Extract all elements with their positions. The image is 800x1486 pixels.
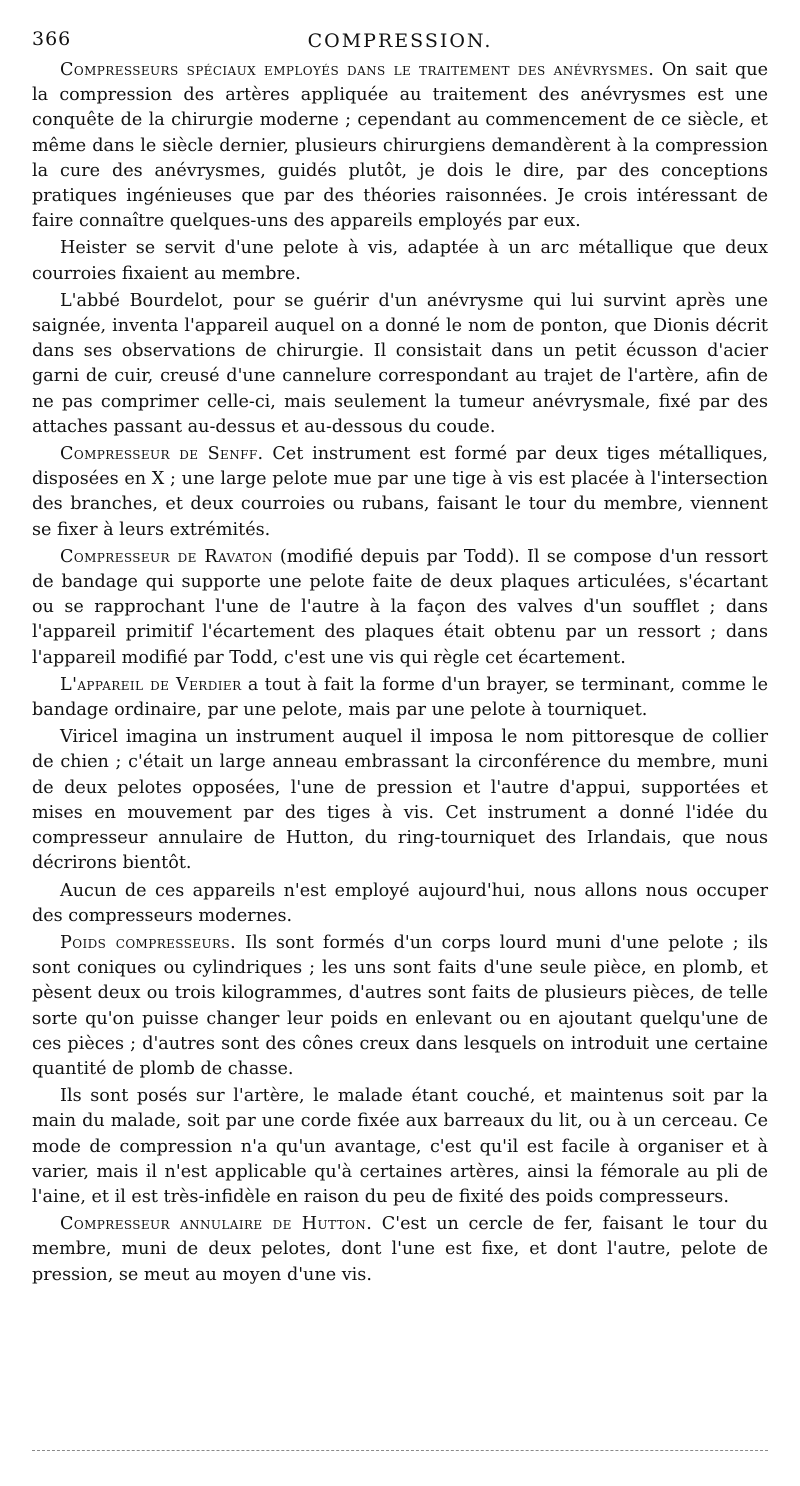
page-number: 366 xyxy=(32,28,72,50)
page-header xyxy=(32,22,768,58)
paragraph-modern xyxy=(32,879,768,929)
paragraph-bourdelot xyxy=(32,289,768,440)
book-page xyxy=(32,22,768,1290)
footer-rule xyxy=(32,1450,768,1451)
body-text xyxy=(32,58,768,1288)
paragraph-text: C'est un cercle de fer, faisant le tour du membre, muni de deux pelotes, dont l'une est fixe, et dont l'autre, pelote de pression, se meut au moyen d'une vis. xyxy=(32,1214,768,1285)
paragraph-heister xyxy=(32,236,768,286)
paragraph-weights xyxy=(32,931,768,1082)
section-heading: Compresseur de Ravaton xyxy=(60,546,273,567)
paragraph-text: (modifié depuis par Todd). Il se compose d'un ressort de bandage qui supporte une pelote faite de deux plaques articulées, s'écartant ou se rapprochant l'une de l'autre à la façon des valves d'un soufflet ; dans l'appareil primitif l'écartement des plaques était obtenu par un ressort ; dans l'appareil modifié par Todd, c'est une vis qui règle cet écartement. xyxy=(32,546,768,668)
section-heading: Poids compresseurs. xyxy=(60,932,237,953)
paragraph-text: On sait que la compression des artères appliquée au traitement des anévrysmes est une conquête de la chirurgie moderne ; cependant au commencement de ce siècle, et même dans le siècle dernier, plusieurs chirurgiens demandèrent à la compression la cure des anévrysmes, guidés plutôt, je dois le dire, par des conceptions pratiques ingénieuses que par des théories raisonnées. Je crois intéressant de faire connaître quelques-uns des appareils employés par eux. xyxy=(32,60,768,232)
section-heading: L'appareil de Verdier xyxy=(60,674,242,695)
paragraph-ravaton xyxy=(32,545,768,671)
section-heading: Compresseurs spéciaux employés dans le traitement des anévrysmes. xyxy=(60,60,655,80)
paragraph-text: Cet instrument est formé par deux tiges métalliques, disposées en X ; une large pelote mue par une tige à vis est placée à l'intersection des branches, et deux courroies ou rubans, faisant le tour du membre, viennent se fixer à leurs extrémités. xyxy=(32,444,768,540)
paragraph-text: a tout à fait la forme d'un brayer, se terminant, comme le bandage ordinaire, par une pelote, mais par une pelote à tourniquet. xyxy=(32,674,769,721)
paragraph-weights-usage xyxy=(32,1084,768,1210)
paragraph-hutton xyxy=(32,1212,768,1288)
paragraph-text: Viricel imagina un instrument auquel il imposa le nom pittoresque de collier de chien ; c'était un large anneau embrassant la circonférence du membre, muni de deux pelotes opposées, l'une de pression et l'autre d'appui, supportées et mises en mouvement par des tiges à vis. Cet instrument a donné l'idée du compresseur annulaire de Hutton, du ring-tourniquet des Irlandais, que nous décrirons bientôt. xyxy=(32,727,768,874)
paragraph-text: Ils sont posés sur l'artère, le malade étant couché, et maintenus soit par la main du malade, soit par une corde fixée aux barreaux du lit, ou à un cerceau. Ce mode de compression n'a qu'un avantage, c'est qu'il est facile à organiser et à varier, mais il n'est applicable qu'à certaines artères, ainsi la fémorale au pli de l'aine, et il est très-infidèle en raison du peu de fixité des poids compresseurs. xyxy=(32,1086,768,1207)
paragraph-viricel xyxy=(32,725,768,876)
paragraph-text: Heister se servit d'une pelote à vis, adaptée à un arc métallique que deux courroies fixaient au membre. xyxy=(32,238,768,284)
running-head: COMPRESSION. xyxy=(307,30,493,52)
section-heading: Compresseur annulaire de Hutton. xyxy=(60,1214,373,1235)
paragraph-verdier xyxy=(32,673,768,723)
paragraph-text: Ils sont formés d'un corps lourd muni d'une pelote ; ils sont coniques ou cylindriques ; les uns sont faits d'une seule pièce, en plomb, et pèsent deux ou trois kilogrammes, d'autres sont faits de plusieurs pièces, de telle sorte qu'on puisse changer leur poids en enlevant ou en ajoutant quelqu'une de ces pièces ; d'autres sont des cônes creux dans lesquels on introduit une certaine quantité de plomb de chasse. xyxy=(32,932,768,1079)
paragraph-text: L'abbé Bourdelot, pour se guérir d'un anévrysme qui lui survint après une saignée, inventa l'appareil auquel on a donné le nom de ponton, que Dionis décrit dans ses observations de chirurgie. Il consistait dans un petit écusson d'acier garni de cuir, creusé d'une cannelure correspondant au trajet de l'artère, afin de ne pas comprimer celle-ci, mais seulement la tumeur anévrysmale, fixé par des attaches passant au-dessus et au-dessous du coude. xyxy=(32,290,768,437)
paragraph-special-compressors xyxy=(32,58,768,234)
paragraph-text: Aucun de ces appareils n'est employé aujourd'hui, nous allons nous occuper des compresseurs modernes. xyxy=(32,880,768,926)
paragraph-senff xyxy=(32,442,768,543)
section-heading: Compresseur de Senff. xyxy=(60,444,264,465)
